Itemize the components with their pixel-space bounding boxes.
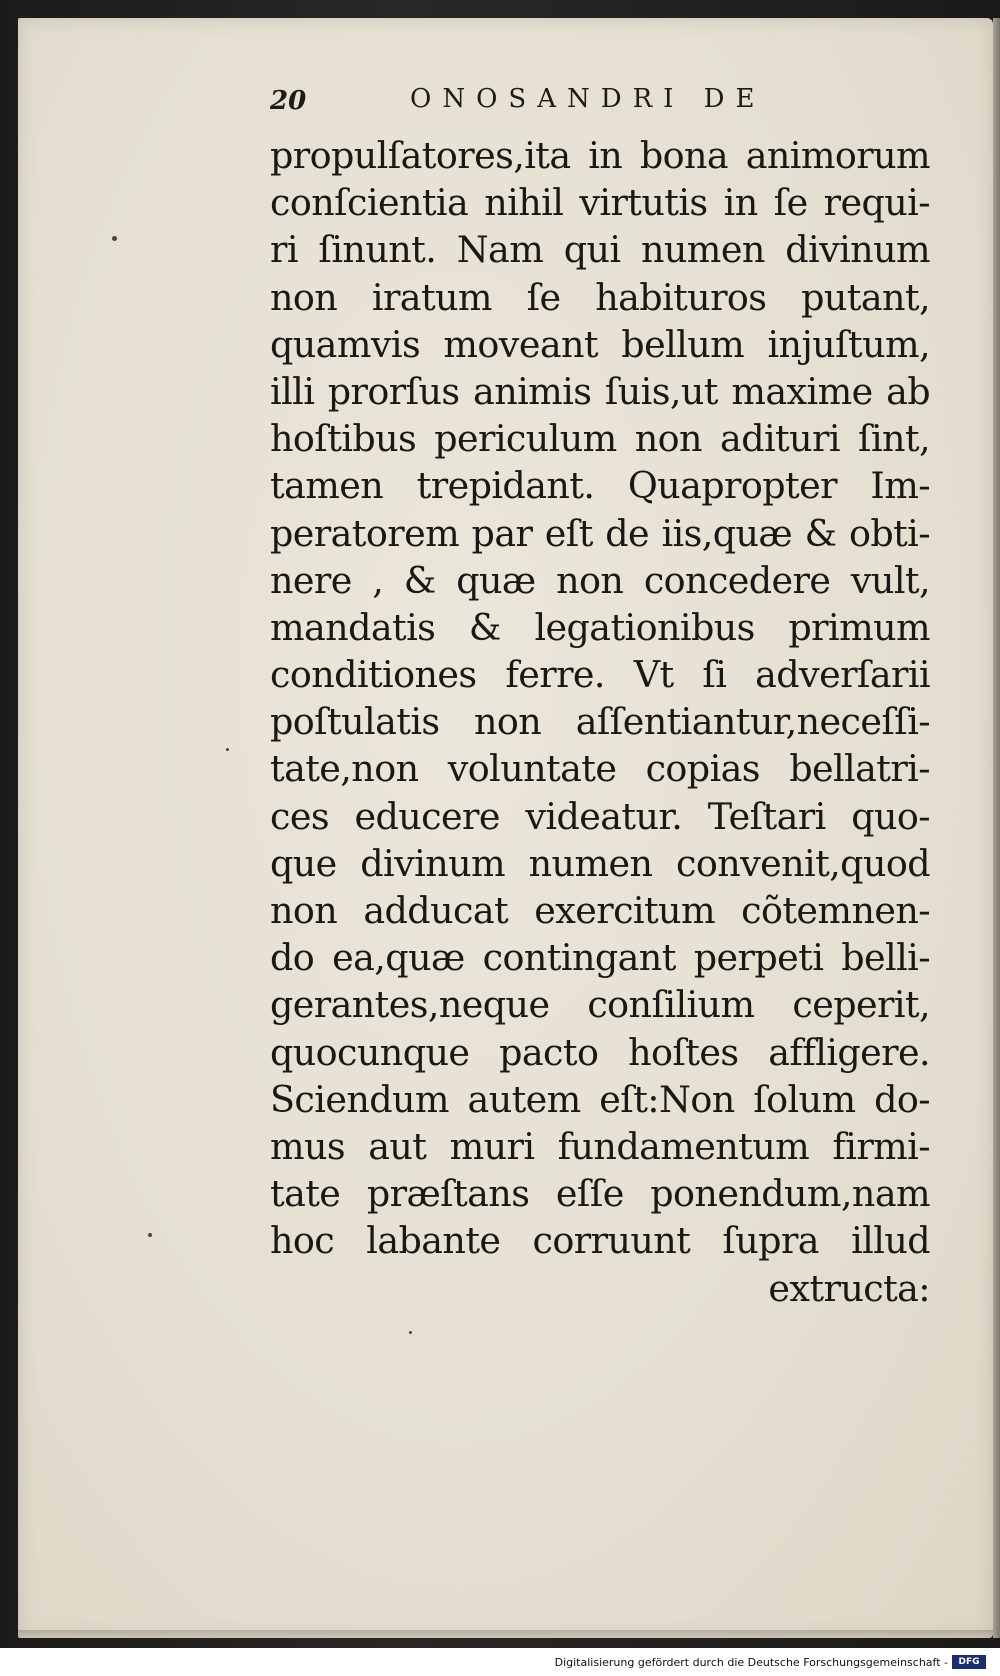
page-header [270, 84, 830, 124]
paper-speck [112, 236, 117, 241]
funding-credit: Digitalisierung gefördert durch die Deutsche Forschungsgemeinschaft - [554, 1656, 948, 1669]
text-line: illi prorſus animis ſuis,ut maxime ab [270, 369, 930, 413]
text-line: que divinum numen convenit,quod [270, 841, 930, 885]
paper-speck [409, 1331, 412, 1334]
text-line: mus aut muri fundamentum firmi- [270, 1124, 930, 1168]
text-line: Sciendum autem eſt:Non ſolum do- [270, 1077, 930, 1121]
text-line: hoc labante corruunt ſupra illud [270, 1219, 930, 1263]
text-line: ri ſinunt. Nam qui numen divinum [270, 228, 930, 272]
page-edge [993, 18, 1000, 1638]
text-line: mandatis & legationibus primum [270, 605, 930, 649]
digitization-footer [0, 1648, 1000, 1676]
text-line: tate præſtans eſſe ponendum,nam [270, 1172, 930, 1216]
text-line: non iratum ſe habituros putant, [270, 275, 930, 319]
text-line: conſcientia nihil virtutis in ſe requi- [270, 181, 930, 225]
text-line: tate,non voluntate copias bellatri- [270, 747, 930, 791]
running-head: ONOSANDRI DE [410, 84, 766, 114]
text-line: gerantes,neque conſilium ceperit, [270, 983, 930, 1027]
page-shadow [18, 1630, 993, 1640]
catchword: extructa: [768, 1266, 930, 1310]
text-line: propulſatores,ita in bona animorum [270, 134, 930, 177]
dfg-logo: DFG [952, 1655, 986, 1669]
text-line: conditiones ferre. Vt ſi adverſarii [270, 653, 930, 697]
text-line: do ea,quæ contingant perpeti belli- [270, 936, 930, 980]
text-line: quamvis moveant bellum injuſtum, [270, 322, 930, 366]
page-number: 20 [270, 86, 307, 116]
body-text [270, 132, 930, 1312]
paper-speck [226, 748, 229, 751]
text-line: quocunque pacto hoſtes affligere. [270, 1030, 930, 1074]
text-line: poſtulatis non aſſentiantur,neceſſi- [270, 700, 930, 744]
text-line: peratorem par eſt de iis,quæ & obti- [270, 511, 930, 555]
text-line: non adducat exercitum cõtemnen- [270, 889, 930, 932]
paper-speck [148, 1233, 152, 1237]
text-line: tamen trepidant. Quapropter Im- [270, 464, 930, 508]
text-line: ces educere videatur. Teſtari quo- [270, 794, 930, 838]
text-line: nere , & quæ non concedere vult, [270, 558, 930, 602]
text-line: hoſtibus periculum non adituri ſint, [270, 417, 930, 461]
